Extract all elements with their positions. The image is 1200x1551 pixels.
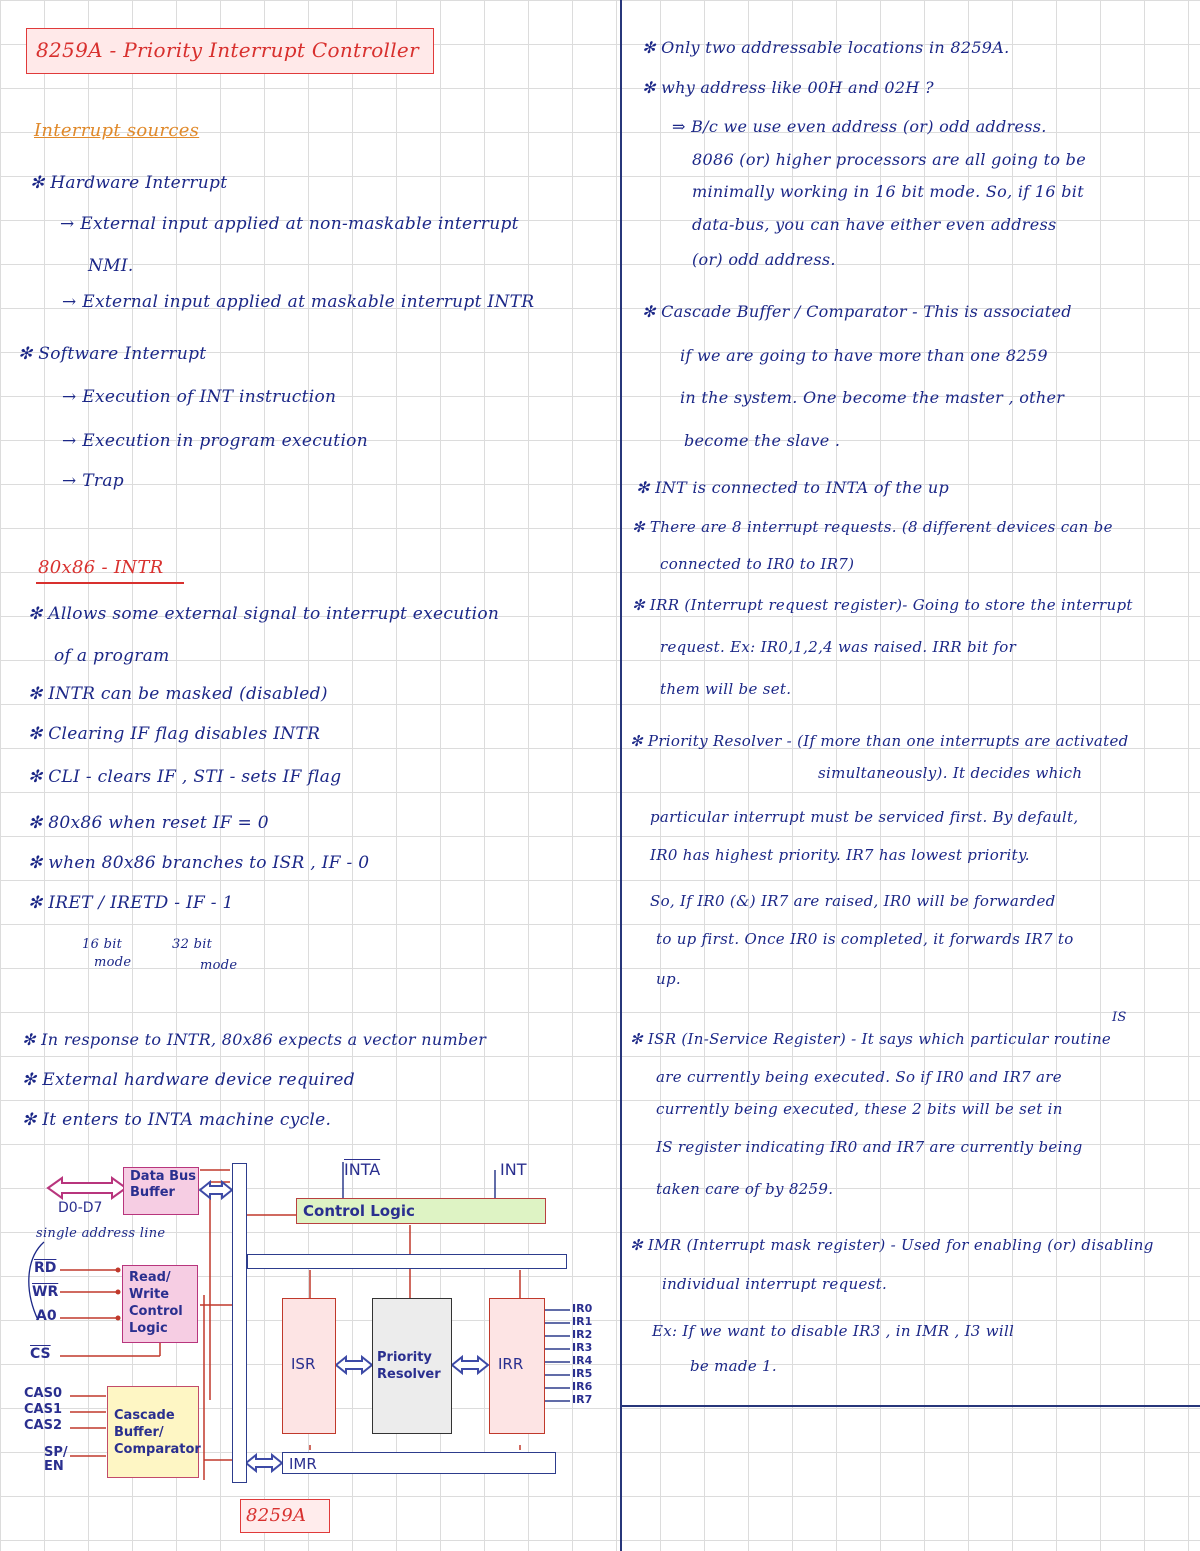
rd-pin: $\overline{RD}$: [34, 1260, 57, 1276]
column-divider: [620, 0, 622, 1551]
note-line: minimally working in 16 bit mode. So, if 16 bit: [692, 182, 1084, 201]
note-line: IS register indicating IR0 and IR7 are currently being: [656, 1138, 1083, 1156]
note-line: So, If IR0 (&) IR7 are raised, IR0 will be forwarded: [650, 892, 1056, 910]
note-line: ✻ 80x86 when reset IF = 0: [28, 813, 269, 833]
note-line: up.: [656, 970, 681, 988]
imr-block: [282, 1452, 556, 1474]
ir0-label: IR0: [572, 1302, 593, 1315]
note-line: data-bus, you can have either even address: [692, 215, 1057, 234]
note-line: ✻ Only two addressable locations in 8259A.: [642, 38, 1010, 57]
sp-en-pin: SP/ EN: [44, 1445, 68, 1474]
note-line: ⇒ B/c we use even address (or) odd address.: [672, 117, 1047, 136]
page-title: 8259A - Priority Interrupt Controller: [36, 38, 419, 62]
annotation: single address line: [36, 1226, 166, 1241]
cas0-pin: CAS0: [24, 1386, 63, 1401]
note-line: ✻ INT is connected to INTA of the up: [636, 478, 950, 497]
note-line: particular interrupt must be serviced first. By default,: [650, 808, 1079, 826]
note-line: ✻ It enters to INTA machine cycle.: [22, 1110, 332, 1130]
note-line: if we are going to have more than one 8259: [680, 346, 1048, 365]
note-line: → External input applied at maskable interrupt INTR: [62, 292, 535, 312]
note-line: are currently being executed. So if IR0 and IR7 are: [656, 1068, 1062, 1086]
note-line: simultaneously). It decides which: [818, 764, 1083, 782]
control-logic-label: Control Logic: [303, 1202, 415, 1220]
note-line: → Trap: [62, 471, 124, 491]
imr-label: IMR: [289, 1455, 317, 1473]
ir4-label: IR4: [572, 1354, 593, 1367]
note-line: ✻ IRET / IRETD - IF - 1: [28, 893, 234, 913]
note-line: to up first. Once IR0 is completed, it forwards IR7 to: [656, 930, 1074, 948]
ir6-label: IR6: [572, 1380, 593, 1393]
annotation: 16 bit: [82, 937, 123, 952]
note-line: in the system. One become the master , other: [680, 388, 1065, 407]
cascade-buffer-block: [107, 1386, 199, 1478]
note-line: of a program: [54, 646, 170, 666]
note-line: connected to IR0 to IR7): [660, 555, 855, 573]
isr-label: ISR: [291, 1355, 316, 1373]
note-line: (or) odd address.: [692, 250, 836, 269]
data-bus-buffer-label: Data Bus Buffer: [130, 1169, 196, 1200]
d-pins-label: D0-D7: [58, 1200, 103, 1216]
priority-resolver-block: [372, 1298, 452, 1434]
note-line: ✻ IRR (Interrupt request register)- Going to store the interrupt: [632, 596, 1133, 614]
note-line: ✻ why address like 00H and 02H ?: [642, 78, 934, 97]
note-line: ✻ Clearing IF flag disables INTR: [28, 724, 321, 744]
internal-bus-horizontal: [247, 1254, 567, 1269]
annotation: mode: [200, 958, 238, 973]
ir1-label: IR1: [572, 1315, 593, 1328]
note-line: ✻ INTR can be masked (disabled): [28, 684, 328, 704]
note-line: be made 1.: [690, 1357, 777, 1375]
cas2-pin: CAS2: [24, 1418, 63, 1433]
diagram-caption: 8259A: [246, 1505, 307, 1526]
wr-pin: $\overline{WR}$: [32, 1284, 59, 1300]
note-line: → Execution in program execution: [62, 431, 368, 451]
annotation: mode: [94, 955, 132, 970]
ir3-label: IR3: [572, 1341, 593, 1354]
note-line: become the slave .: [684, 431, 841, 450]
isr-block: [282, 1298, 336, 1434]
note-line: ✻ There are 8 interrupt requests. (8 different devices can be: [632, 518, 1113, 536]
read-write-control-block: [122, 1265, 198, 1343]
note-line: IR0 has highest priority. IR7 has lowest priority.: [650, 846, 1030, 864]
priority-resolver-label: Priority Resolver: [377, 1350, 441, 1382]
note-line: ✻ Priority Resolver - (If more than one interrupts are activated: [630, 732, 1129, 750]
note-line: ✻ Cascade Buffer / Comparator - This is associated: [642, 302, 1072, 321]
annotation: IS: [1112, 1010, 1127, 1025]
read-write-control-label: Read/ Write Control Logic: [129, 1270, 183, 1336]
note-line: ✻ ISR (In-Service Register) - It says which particular routine: [630, 1030, 1112, 1048]
control-logic-block: [296, 1198, 546, 1224]
note-line: ✻ when 80x86 branches to ISR , IF - 0: [28, 853, 370, 873]
note-line: request. Ex: IR0,1,2,4 was raised. IRR bit for: [660, 638, 1017, 656]
intr-heading-underline: [36, 582, 184, 584]
internal-bus-vertical: [232, 1163, 247, 1483]
cascade-buffer-label: Cascade Buffer/ Comparator: [114, 1408, 201, 1457]
note-line: taken care of by 8259.: [656, 1180, 834, 1198]
irr-block: [489, 1298, 545, 1434]
note-line: ✻ IMR (Interrupt mask register) - Used for enabling (or) disabling: [630, 1236, 1154, 1254]
note-line: them will be set.: [660, 680, 792, 698]
cs-pin: $\overline{CS}$: [30, 1346, 51, 1362]
note-line: Ex: If we want to disable IR3 , in IMR , I3 will: [652, 1322, 1015, 1340]
annotation: 32 bit: [172, 937, 213, 952]
note-line: ✻ Allows some external signal to interrupt execution: [28, 604, 500, 624]
note-line: currently being executed, these 2 bits will be set in: [656, 1100, 1063, 1118]
note-line: NMI.: [88, 256, 134, 276]
data-bus-buffer-block: [123, 1167, 199, 1215]
cas1-pin: CAS1: [24, 1402, 63, 1417]
note-line: ✻ In response to INTR, 80x86 expects a vector number: [22, 1030, 487, 1049]
note-line: 8086 (or) higher processors are all going to be: [692, 150, 1086, 169]
right-section-divider: [620, 1405, 1200, 1407]
note-line: ✻ Hardware Interrupt: [30, 173, 228, 193]
int-pin: INT: [500, 1160, 527, 1179]
ir2-label: IR2: [572, 1328, 593, 1341]
inta-pin: INTA: [344, 1160, 381, 1179]
note-line: ✻ External hardware device required: [22, 1070, 355, 1090]
ir5-label: IR5: [572, 1367, 593, 1380]
irr-label: IRR: [498, 1355, 524, 1373]
ir7-label: IR7: [572, 1393, 593, 1406]
intr-heading: 80x86 - INTR: [38, 557, 164, 578]
note-line: ✻ CLI - clears IF , STI - sets IF flag: [28, 767, 342, 787]
note-line: → External input applied at non-maskable interrupt: [60, 214, 519, 234]
note-line: → Execution of INT instruction: [62, 387, 337, 407]
sources-heading: Interrupt sources: [34, 120, 200, 141]
note-line: individual interrupt request.: [662, 1275, 888, 1293]
note-line: ✻ Software Interrupt: [18, 344, 207, 364]
a0-pin: A0: [36, 1308, 57, 1324]
